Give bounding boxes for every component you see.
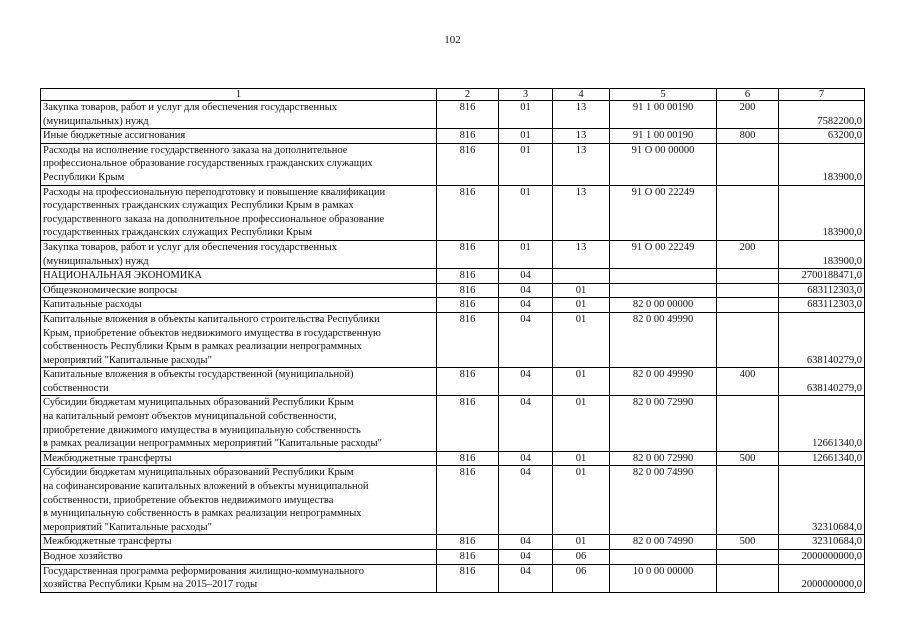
section-code-cell: 816 xyxy=(437,368,499,396)
table-row xyxy=(41,129,865,144)
chapter-code-cell: 04 xyxy=(499,312,553,367)
target-article-cell xyxy=(610,269,717,284)
amount-cell: 63200,0 xyxy=(779,129,865,144)
section-code-cell: 816 xyxy=(437,396,499,451)
row-name-cell: Государственная программа реформирования жилищно-коммунального хозяйства Республики Крым на 2015–2017 годы xyxy=(41,564,437,592)
row-name-cell: Расходы на профессиональную переподготовку и повышение квалификации государственных гражданских служащих Республики Крым в рамках государственного заказа на дополнительное профессиональное образование государственных гражданских служащих Республики Крым xyxy=(41,185,437,240)
row-name-cell: Закупка товаров, работ и услуг для обеспечения государственных (муниципальных) нужд xyxy=(41,240,437,268)
subsection-code-cell: 01 xyxy=(553,535,610,550)
row-name-cell: Водное хозяйство xyxy=(41,550,437,565)
row-name-cell: Субсидии бюджетам муниципальных образований Республики Крым на капитальный ремонт объектов муниципальной собственности, приобретение движимого имущества в муниципальную собственность в рамках реализации непрограммных мероприятий "Капитальные расходы" xyxy=(41,396,437,451)
expense-type-cell xyxy=(717,396,779,451)
amount-cell: 12661340,0 xyxy=(779,396,865,451)
subsection-code-cell: 01 xyxy=(553,396,610,451)
table-row xyxy=(41,466,865,535)
section-code-cell: 816 xyxy=(437,550,499,565)
chapter-code-cell: 04 xyxy=(499,466,553,535)
row-name-cell: Межбюджетные трансферты xyxy=(41,451,437,466)
row-name-cell: Закупка товаров, работ и услуг для обеспечения государственных (муниципальных) нужд xyxy=(41,101,437,129)
target-article-cell: 82 0 00 72990 xyxy=(610,451,717,466)
section-code-cell: 816 xyxy=(437,451,499,466)
table-row xyxy=(41,185,865,240)
target-article-cell: 82 0 00 74990 xyxy=(610,535,717,550)
chapter-code-cell: 04 xyxy=(499,283,553,298)
table-row xyxy=(41,550,865,565)
chapter-code-cell: 04 xyxy=(499,368,553,396)
expense-type-cell: 200 xyxy=(717,101,779,129)
amount-cell: 7582200,0 xyxy=(779,101,865,129)
row-name-cell: Расходы на исполнение государственного заказа на дополнительное профессиональное образование государственных гражданских служащих Республики Крым xyxy=(41,143,437,185)
subsection-code-cell: 06 xyxy=(553,564,610,592)
section-code-cell: 816 xyxy=(437,283,499,298)
chapter-code-cell: 04 xyxy=(499,535,553,550)
budget-table-frame xyxy=(40,88,864,593)
table-row xyxy=(41,298,865,313)
amount-cell: 183900,0 xyxy=(779,240,865,268)
target-article-cell: 91 О 00 22249 xyxy=(610,185,717,240)
expense-type-cell: 400 xyxy=(717,368,779,396)
section-code-cell: 816 xyxy=(437,101,499,129)
subsection-code-cell: 13 xyxy=(553,240,610,268)
target-article-cell: 91 О 00 22249 xyxy=(610,240,717,268)
expense-type-cell: 800 xyxy=(717,129,779,144)
row-name-cell: Иные бюджетные ассигнования xyxy=(41,129,437,144)
table-row xyxy=(41,240,865,268)
table-body xyxy=(41,89,865,593)
row-name-cell: Общеэкономические вопросы xyxy=(41,283,437,298)
target-article-cell: 82 0 00 74990 xyxy=(610,466,717,535)
header-col-3: 3 xyxy=(499,89,553,101)
amount-cell: 32310684,0 xyxy=(779,535,865,550)
chapter-code-cell: 01 xyxy=(499,240,553,268)
header-col-1: 1 xyxy=(41,89,437,101)
header-col-2: 2 xyxy=(437,89,499,101)
table-row xyxy=(41,564,865,592)
section-code-cell: 816 xyxy=(437,129,499,144)
chapter-code-cell: 04 xyxy=(499,550,553,565)
target-article-cell xyxy=(610,550,717,565)
expense-type-cell: 200 xyxy=(717,240,779,268)
table-row xyxy=(41,396,865,451)
chapter-code-cell: 01 xyxy=(499,129,553,144)
row-name-cell: Субсидии бюджетам муниципальных образований Республики Крым на софинансирование капитальных вложений в объекты муниципальной собственности, приобретение объектов недвижимого имущества в муниципальную собственность в рамках реализации непрограммных мероприятий "Капитальные расходы" xyxy=(41,466,437,535)
header-row xyxy=(41,89,865,101)
expense-type-cell xyxy=(717,283,779,298)
subsection-code-cell: 01 xyxy=(553,312,610,367)
amount-cell: 183900,0 xyxy=(779,185,865,240)
amount-cell: 12661340,0 xyxy=(779,451,865,466)
amount-cell: 683112303,0 xyxy=(779,298,865,313)
row-name-cell: Межбюджетные трансферты xyxy=(41,535,437,550)
target-article-cell: 82 0 00 49990 xyxy=(610,368,717,396)
expense-type-cell xyxy=(717,269,779,284)
target-article-cell: 91 О 00 00000 xyxy=(610,143,717,185)
chapter-code-cell: 04 xyxy=(499,396,553,451)
expense-type-cell xyxy=(717,564,779,592)
section-code-cell: 816 xyxy=(437,564,499,592)
target-article-cell xyxy=(610,283,717,298)
subsection-code-cell: 13 xyxy=(553,143,610,185)
amount-cell: 2700188471,0 xyxy=(779,269,865,284)
subsection-code-cell: 06 xyxy=(553,550,610,565)
subsection-code-cell: 01 xyxy=(553,466,610,535)
row-name-cell: Капитальные расходы xyxy=(41,298,437,313)
expense-type-cell xyxy=(717,466,779,535)
expense-type-cell: 500 xyxy=(717,535,779,550)
row-name-cell: Капитальные вложения в объекты капитального строительства Республики Крым, приобретение объектов недвижимого имущества в государственную собственность Республики Крым в рамках реализации непрограммных мероприятий "Капитальные расходы" xyxy=(41,312,437,367)
header-col-7: 7 xyxy=(779,89,865,101)
header-col-5: 5 xyxy=(610,89,717,101)
expense-type-cell xyxy=(717,550,779,565)
target-article-cell: 82 0 00 49990 xyxy=(610,312,717,367)
chapter-code-cell: 04 xyxy=(499,451,553,466)
chapter-code-cell: 04 xyxy=(499,269,553,284)
chapter-code-cell: 01 xyxy=(499,101,553,129)
section-code-cell: 816 xyxy=(437,240,499,268)
subsection-code-cell xyxy=(553,269,610,284)
section-code-cell: 816 xyxy=(437,269,499,284)
subsection-code-cell: 01 xyxy=(553,368,610,396)
expense-type-cell xyxy=(717,298,779,313)
table-row xyxy=(41,143,865,185)
expense-type-cell xyxy=(717,185,779,240)
amount-cell: 683112303,0 xyxy=(779,283,865,298)
section-code-cell: 816 xyxy=(437,466,499,535)
chapter-code-cell: 01 xyxy=(499,185,553,240)
amount-cell: 638140279,0 xyxy=(779,368,865,396)
table-row xyxy=(41,269,865,284)
expense-type-cell xyxy=(717,312,779,367)
subsection-code-cell: 13 xyxy=(553,101,610,129)
subsection-code-cell: 01 xyxy=(553,283,610,298)
table-row xyxy=(41,451,865,466)
target-article-cell: 91 1 00 00190 xyxy=(610,101,717,129)
row-name-cell: Капитальные вложения в объекты государственной (муниципальной) собственности xyxy=(41,368,437,396)
table-row xyxy=(41,101,865,129)
amount-cell: 2000000000,0 xyxy=(779,564,865,592)
section-code-cell: 816 xyxy=(437,298,499,313)
chapter-code-cell: 04 xyxy=(499,298,553,313)
section-code-cell: 816 xyxy=(437,185,499,240)
target-article-cell: 10 0 00 00000 xyxy=(610,564,717,592)
target-article-cell: 82 0 00 72990 xyxy=(610,396,717,451)
amount-cell: 32310684,0 xyxy=(779,466,865,535)
subsection-code-cell: 01 xyxy=(553,451,610,466)
table-row xyxy=(41,535,865,550)
subsection-code-cell: 01 xyxy=(553,298,610,313)
subsection-code-cell: 13 xyxy=(553,185,610,240)
section-code-cell: 816 xyxy=(437,535,499,550)
amount-cell: 638140279,0 xyxy=(779,312,865,367)
table-row xyxy=(41,283,865,298)
expense-type-cell xyxy=(717,143,779,185)
budget-table xyxy=(40,88,865,593)
amount-cell: 183900,0 xyxy=(779,143,865,185)
chapter-code-cell: 04 xyxy=(499,564,553,592)
table-row xyxy=(41,368,865,396)
target-article-cell: 91 1 00 00190 xyxy=(610,129,717,144)
chapter-code-cell: 01 xyxy=(499,143,553,185)
header-col-6: 6 xyxy=(717,89,779,101)
target-article-cell: 82 0 00 00000 xyxy=(610,298,717,313)
section-code-cell: 816 xyxy=(437,312,499,367)
header-col-4: 4 xyxy=(553,89,610,101)
amount-cell: 2000000000,0 xyxy=(779,550,865,565)
subsection-code-cell: 13 xyxy=(553,129,610,144)
expense-type-cell: 500 xyxy=(717,451,779,466)
row-name-cell: НАЦИОНАЛЬНАЯ ЭКОНОМИКА xyxy=(41,269,437,284)
section-code-cell: 816 xyxy=(437,143,499,185)
table-row xyxy=(41,312,865,367)
page-number: 102 xyxy=(444,34,461,46)
